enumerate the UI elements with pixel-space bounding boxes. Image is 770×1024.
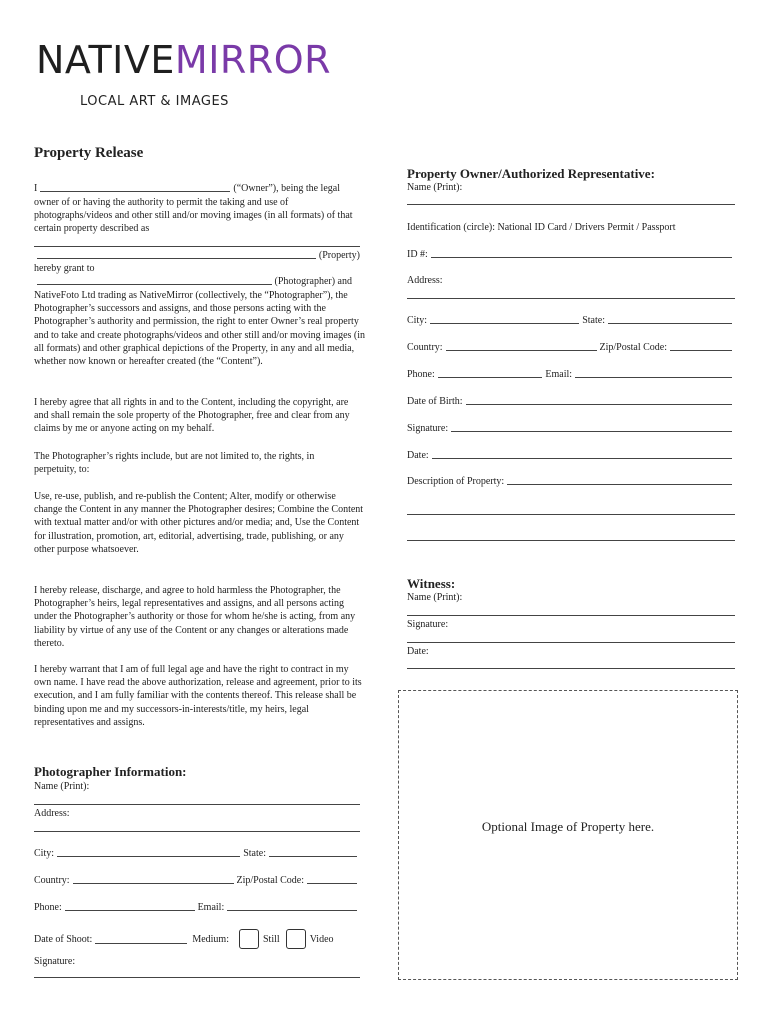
rights-paragraph: I hereby agree that all rights in and to the Content, including the copyright, are and shall remain the sole property of the Photographer, free and clear from any claims by me or anyone acting on my behalf.	[34, 397, 350, 435]
owner-name-label: Name (Print):	[407, 182, 463, 193]
witness-signature-label: Signature:	[407, 619, 449, 630]
photographer-address-label: Address:	[34, 808, 70, 819]
owner-dob-row: Date of Birth:	[407, 396, 735, 407]
photographer-email-field[interactable]	[227, 910, 357, 911]
owner-phone-email-row: Phone: Email:	[407, 369, 735, 380]
photographer-name-blank[interactable]	[37, 284, 272, 285]
owner-email-field[interactable]	[575, 377, 732, 378]
owner-name-field[interactable]	[407, 204, 735, 205]
logo-native: NATIVE	[36, 38, 175, 82]
owner-city-state-row: City: State:	[407, 315, 735, 326]
video-checkbox[interactable]	[286, 929, 306, 949]
owner-signature-row: Signature:	[407, 423, 735, 434]
owner-id-row: ID #:	[407, 249, 735, 260]
photographer-name-label: Name (Print):	[34, 781, 90, 792]
release-paragraph: I hereby release, discharge, and agree to hold harmless the Photographer, the Photographer’s heirs, legal representatives and assigns, and all persons acting under the Photographer’s authority or those for whom he/she is acting, from any liability by virtue of any use of the Content or any changes or alterations made thereto.	[34, 585, 356, 649]
property-line: (Property)	[34, 250, 360, 261]
owner-description-line-2[interactable]	[407, 514, 735, 515]
owner-city-field[interactable]	[430, 323, 579, 324]
owner-signature-field[interactable]	[451, 431, 732, 432]
owner-description-field[interactable]	[507, 484, 732, 485]
intro-paragraph: owner of or having the authority to permit the taking and use of photographs/videos and other still and/or moving images (in all formats) of that certain property described as	[34, 197, 353, 235]
photographer-address-field[interactable]	[34, 831, 360, 832]
property-description-blank[interactable]	[34, 246, 360, 247]
photographer-shoot-medium-row: Date of Shoot: Medium: Still Video	[34, 929, 354, 949]
still-checkbox[interactable]	[239, 929, 259, 949]
owner-state-field[interactable]	[608, 323, 732, 324]
owner-date-field[interactable]	[432, 458, 732, 459]
grant-paragraph: NativeFoto Ltd trading as NativeMirror (collectively, the “Photographer”), the Photographer’s successors and assigns, and those persons acting with the Photographer’s authority and permission, the right to enter Owner’s real property and to take and create photographs/videos and other still and/or moving images (in all formats) and other graphical depictions of the Property, in any and all media, whether now known or hereafter created (the “Content”).	[34, 290, 366, 368]
property-blank[interactable]	[37, 258, 316, 259]
photographer-state-field[interactable]	[269, 856, 357, 857]
owner-date-row: Date:	[407, 450, 735, 461]
owner-address-label: Address:	[407, 275, 443, 286]
warranty-paragraph: I hereby warrant that I am of full legal age and have the right to contract in my own name. I have read the above authorization, release and agreement, prior to its execution, and I am fully familiar with the contents thereof. This release shall be binding upon me and my successors-in-interests/title, my heirs, legal representatives and assigns.	[34, 664, 362, 728]
page-title: Property Release	[34, 145, 144, 161]
logo-tagline: LOCAL ART & IMAGES	[80, 94, 229, 109]
photographer-heading: Photographer Information:	[34, 764, 187, 779]
owner-description-row: Description of Property:	[407, 476, 735, 487]
grant-text: hereby grant to	[34, 263, 95, 274]
owner-description-line-3[interactable]	[407, 540, 735, 541]
witness-name-field[interactable]	[407, 615, 735, 616]
property-image-placeholder: Optional Image of Property here.	[481, 819, 655, 834]
photographer-country-field[interactable]	[73, 883, 234, 884]
witness-signature-field[interactable]	[407, 642, 735, 643]
owner-address-field[interactable]	[407, 298, 735, 299]
photographer-zip-field[interactable]	[307, 883, 357, 884]
owner-heading: Property Owner/Authorized Representative:	[407, 166, 655, 181]
owner-name-blank[interactable]	[40, 191, 230, 192]
owner-country-zip-row: Country: Zip/Postal Code:	[407, 342, 735, 353]
owner-intro-line: I (“Owner”), being the legal	[34, 183, 340, 194]
logo-mirror: MIRROR	[174, 38, 332, 82]
witness-date-label: Date:	[407, 646, 429, 657]
shoot-date-field[interactable]	[95, 943, 187, 944]
rights-include-paragraph: The Photographer’s rights include, but are not limited to, the rights, in perpetuity, to:	[34, 451, 315, 476]
uses-paragraph: Use, re-use, publish, and re-publish the Content; Alter, modify or otherwise change the Content in any manner the Photographer desires; Combine the Content with textual matter and/or with other pictures and/or media; and, Use the Content for illustration, promotion, art, editorial, advertising, trade, publishing, or any other purpose whatsoever.	[34, 491, 364, 555]
witness-name-label: Name (Print):	[407, 592, 463, 603]
witness-heading: Witness:	[407, 576, 456, 591]
photographer-country-zip-row: Country: Zip/Postal Code:	[34, 875, 360, 886]
logo	[36, 40, 331, 80]
photographer-signature-field[interactable]	[34, 977, 360, 978]
photographer-city-state-row: City: State:	[34, 848, 360, 859]
identification-options[interactable]: Identification (circle): National ID Card / Drivers Permit / Passport	[407, 222, 676, 233]
owner-zip-field[interactable]	[670, 350, 732, 351]
photographer-line: (Photographer) and	[34, 276, 352, 287]
witness-date-field[interactable]	[407, 668, 735, 669]
owner-id-field[interactable]	[431, 257, 732, 258]
photographer-name-field[interactable]	[34, 804, 360, 805]
photographer-phone-field[interactable]	[65, 910, 195, 911]
owner-country-field[interactable]	[446, 350, 597, 351]
photographer-phone-email-row: Phone: Email:	[34, 902, 360, 913]
owner-dob-field[interactable]	[466, 404, 732, 405]
photographer-city-field[interactable]	[57, 856, 240, 857]
owner-phone-field[interactable]	[438, 377, 543, 378]
property-image-box[interactable]	[398, 690, 738, 980]
photographer-signature-label: Signature:	[34, 956, 76, 967]
